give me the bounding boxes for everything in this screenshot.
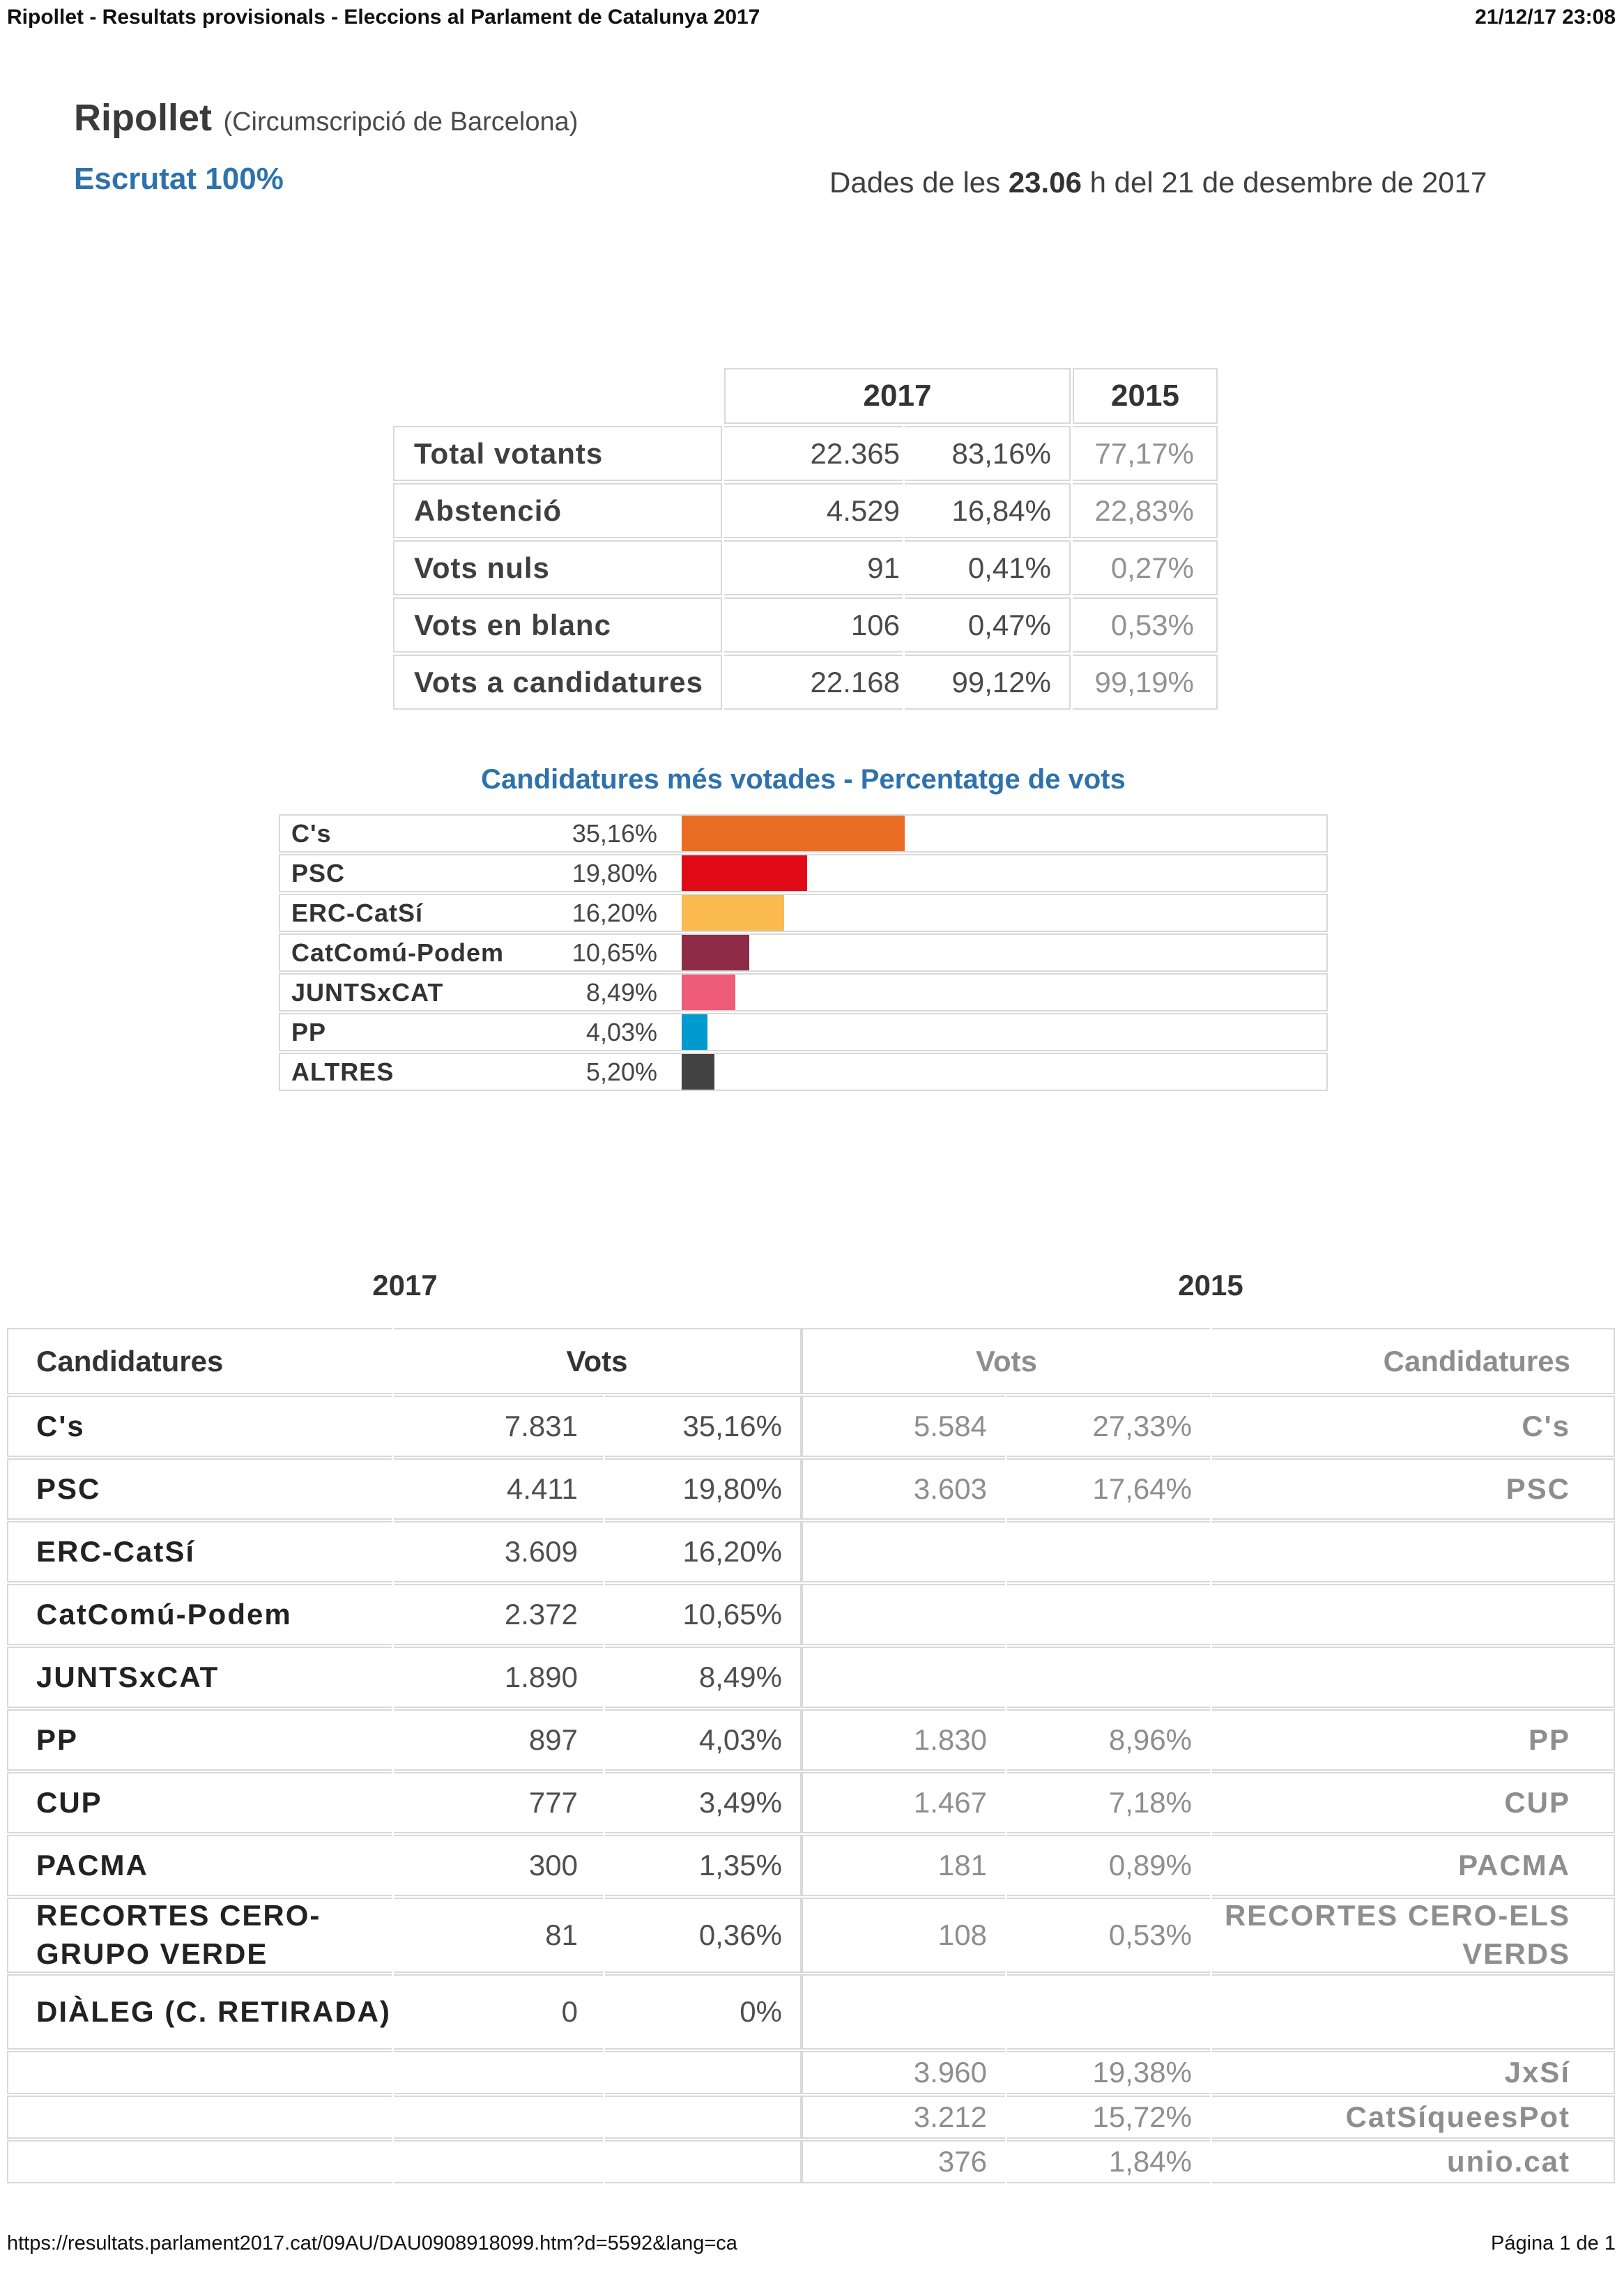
votes-2017: 0 bbox=[394, 1974, 603, 2050]
pct-2017 bbox=[605, 2096, 802, 2139]
summary-row bbox=[393, 426, 1224, 481]
pct-2015 bbox=[1007, 1584, 1210, 1645]
party-name-2015: unio.cat bbox=[1212, 2140, 1615, 2183]
municipality-name: Ripollet bbox=[74, 97, 212, 139]
summary-pct-2017: 83,16% bbox=[905, 426, 1071, 481]
results-year-2015: 2015 bbox=[1178, 1269, 1243, 1302]
party-name-2015: RECORTES CERO-ELS VERDS bbox=[1212, 1898, 1615, 1973]
votes-2015: 1.467 bbox=[802, 1772, 1005, 1833]
pct-2015 bbox=[1007, 1974, 1210, 2050]
chart-bar-track bbox=[682, 1014, 1326, 1050]
summary-header-2015: 2015 bbox=[1073, 368, 1218, 424]
results-year-2017: 2017 bbox=[372, 1269, 438, 1302]
votes-2015 bbox=[802, 1974, 1005, 2050]
pct-2015: 0,89% bbox=[1007, 1835, 1210, 1896]
header-vots-2015: Vots bbox=[802, 1328, 1210, 1394]
pct-2015: 17,64% bbox=[1007, 1458, 1210, 1520]
chart-party-label: PP bbox=[291, 1017, 327, 1046]
chart-row bbox=[279, 894, 1328, 932]
chart-pct-label: 4,03% bbox=[585, 1017, 657, 1046]
party-name-2015 bbox=[1212, 1521, 1615, 1582]
chart-party-label: ALTRES bbox=[291, 1057, 394, 1086]
summary-header-spacer bbox=[393, 368, 724, 424]
results-row bbox=[7, 1709, 1618, 1771]
results-row bbox=[7, 1396, 1618, 1457]
results-row bbox=[7, 2140, 1618, 2183]
party-name-2015 bbox=[1212, 1584, 1615, 1645]
data-suffix: h del 21 de desembre de 2017 bbox=[1089, 166, 1487, 199]
votes-2017: 300 bbox=[394, 1835, 603, 1896]
results-row bbox=[7, 1458, 1618, 1520]
party-name-2015: CUP bbox=[1212, 1772, 1615, 1833]
summary-row bbox=[393, 483, 1224, 538]
results-row bbox=[7, 2096, 1618, 2139]
chart-bar-track bbox=[682, 1054, 1326, 1090]
chart-bar bbox=[682, 1014, 707, 1050]
party-name-2015 bbox=[1212, 1647, 1615, 1708]
summary-header-2017: 2017 bbox=[724, 368, 1071, 424]
pct-2015: 7,18% bbox=[1007, 1772, 1210, 1833]
chart-title: Candidatures més votades - Percentatge de vots bbox=[481, 764, 1126, 795]
data-time: 23.06 bbox=[1008, 166, 1082, 199]
results-row bbox=[7, 1772, 1618, 1833]
party-name-2017: CatComú-Podem bbox=[7, 1584, 392, 1645]
votes-2017: 2.372 bbox=[394, 1584, 603, 1645]
party-name-2015: PP bbox=[1212, 1709, 1615, 1771]
pct-2017 bbox=[605, 2051, 802, 2094]
votes-2017: 897 bbox=[394, 1709, 603, 1771]
summary-pct-2017: 0,47% bbox=[905, 597, 1071, 653]
votes-2015: 3.212 bbox=[802, 2096, 1005, 2139]
chart-bar-track bbox=[682, 975, 1326, 1010]
summary-row-label: Vots a candidatures bbox=[393, 655, 722, 710]
party-name-2017: DIÀLEG (C. RETIRADA) bbox=[7, 1974, 392, 2050]
results-row bbox=[7, 1584, 1618, 1645]
chart-row bbox=[279, 814, 1328, 853]
summary-pct-2015: 99,19% bbox=[1073, 655, 1218, 710]
pct-2017: 3,49% bbox=[605, 1772, 802, 1833]
page-title bbox=[74, 96, 578, 139]
chart-pct-label: 8,49% bbox=[585, 977, 657, 1007]
pct-2017: 16,20% bbox=[605, 1521, 802, 1582]
party-name-2017: PSC bbox=[7, 1458, 392, 1520]
summary-votes-2017: 91 bbox=[724, 540, 903, 595]
chart-row bbox=[279, 933, 1328, 972]
pct-2017: 1,35% bbox=[605, 1835, 802, 1896]
votes-2015: 1.830 bbox=[802, 1709, 1005, 1771]
chart-bar bbox=[682, 935, 749, 970]
print-timestamp: 21/12/17 23:08 bbox=[1475, 6, 1616, 29]
summary-body bbox=[393, 426, 1224, 710]
summary-pct-2017: 99,12% bbox=[905, 655, 1071, 710]
party-name-2015 bbox=[1212, 1974, 1615, 2050]
results-row bbox=[7, 1521, 1618, 1582]
votes-2015: 3.960 bbox=[802, 2051, 1005, 2094]
party-name-2015: PACMA bbox=[1212, 1835, 1615, 1896]
summary-row bbox=[393, 655, 1224, 710]
chart-party-label: C's bbox=[291, 818, 332, 848]
chart-pct-label: 16,20% bbox=[572, 898, 657, 927]
party-name-2015: JxSí bbox=[1212, 2051, 1615, 2094]
party-name-2017: RECORTES CERO-GRUPO VERDE bbox=[7, 1898, 392, 1973]
chart-row bbox=[279, 1053, 1328, 1091]
chart-bar bbox=[682, 1054, 714, 1090]
votes-2017: 81 bbox=[394, 1898, 603, 1973]
chart-row bbox=[279, 854, 1328, 892]
results-row bbox=[7, 1835, 1618, 1896]
header-vots-2017: Vots bbox=[394, 1328, 802, 1394]
pct-2017: 19,80% bbox=[605, 1458, 802, 1520]
votes-2015: 3.603 bbox=[802, 1458, 1005, 1520]
party-name-2015: CatSíqueesPot bbox=[1212, 2096, 1615, 2139]
document-title: Ripollet - Resultats provisionals - Eleccions al Parlament de Catalunya 2017 bbox=[7, 6, 760, 29]
results-row bbox=[7, 2051, 1618, 2094]
pct-2017: 35,16% bbox=[605, 1396, 802, 1457]
pct-2015: 15,72% bbox=[1007, 2096, 1210, 2139]
chart-pct-label: 10,65% bbox=[572, 938, 657, 967]
pct-2015: 19,38% bbox=[1007, 2051, 1210, 2094]
summary-row bbox=[393, 540, 1224, 595]
votes-2015: 181 bbox=[802, 1835, 1005, 1896]
chart-bar-track bbox=[682, 895, 1326, 931]
chart-party-label: ERC-CatSí bbox=[291, 898, 424, 927]
chart-bar-track bbox=[682, 816, 1326, 851]
votes-2015 bbox=[802, 1521, 1005, 1582]
summary-pct-2017: 16,84% bbox=[905, 483, 1071, 538]
results-header-row bbox=[7, 1328, 1618, 1394]
votes-2017: 1.890 bbox=[394, 1647, 603, 1708]
summary-pct-2015: 0,27% bbox=[1073, 540, 1218, 595]
pct-2015: 27,33% bbox=[1007, 1396, 1210, 1457]
source-url: https://resultats.parlament2017.cat/09AU/DAU0908918099.htm?d=5592&lang=ca bbox=[7, 2232, 737, 2254]
party-name-2017: ERC-CatSí bbox=[7, 1521, 392, 1582]
chart-bar bbox=[682, 816, 905, 851]
summary-pct-2017: 0,41% bbox=[905, 540, 1071, 595]
pct-2015: 8,96% bbox=[1007, 1709, 1210, 1771]
pct-2017: 4,03% bbox=[605, 1709, 802, 1771]
results-row bbox=[7, 1647, 1618, 1708]
pct-2015: 0,53% bbox=[1007, 1898, 1210, 1973]
pct-2015 bbox=[1007, 1521, 1210, 1582]
data-timestamp-line bbox=[829, 166, 1487, 199]
party-name-2017: PP bbox=[7, 1709, 392, 1771]
party-name-2017: PACMA bbox=[7, 1835, 392, 1896]
votes-2015: 5.584 bbox=[802, 1396, 1005, 1457]
chart-pct-label: 5,20% bbox=[585, 1057, 657, 1086]
pct-2015: 1,84% bbox=[1007, 2140, 1210, 2183]
results-table bbox=[7, 1328, 1618, 2183]
summary-row-label: Abstenció bbox=[393, 483, 722, 538]
pct-2017: 0,36% bbox=[605, 1898, 802, 1973]
votes-2017: 3.609 bbox=[394, 1521, 603, 1582]
summary-pct-2015: 77,17% bbox=[1073, 426, 1218, 481]
page-indicator: Página 1 de 1 bbox=[1491, 2232, 1616, 2254]
summary-votes-2017: 106 bbox=[724, 597, 903, 653]
summary-header-row bbox=[393, 368, 1224, 424]
party-name-2015: PSC bbox=[1212, 1458, 1615, 1520]
votes-2015 bbox=[802, 1647, 1005, 1708]
summary-row-label: Vots nuls bbox=[393, 540, 722, 595]
votes-2017: 7.831 bbox=[394, 1396, 603, 1457]
party-name-2015: C's bbox=[1212, 1396, 1615, 1457]
chart-row bbox=[279, 1013, 1328, 1051]
print-footer bbox=[7, 2232, 1616, 2255]
chart-party-label: JUNTSxCAT bbox=[291, 977, 444, 1007]
district-label: (Circumscripció de Barcelona) bbox=[223, 107, 579, 137]
data-prefix: Dades de les bbox=[829, 166, 1001, 199]
summary-pct-2015: 0,53% bbox=[1073, 597, 1218, 653]
pct-2017: 10,65% bbox=[605, 1584, 802, 1645]
votes-2017 bbox=[394, 2140, 603, 2183]
summary-votes-2017: 22.365 bbox=[724, 426, 903, 481]
pct-2017: 0% bbox=[605, 1974, 802, 2050]
header-candidatures-2017: Candidatures bbox=[7, 1328, 392, 1394]
votes-2017 bbox=[394, 2096, 603, 2139]
votes-2017: 4.411 bbox=[394, 1458, 603, 1520]
summary-row-label: Total votants bbox=[393, 426, 722, 481]
chart-pct-label: 19,80% bbox=[572, 858, 657, 887]
scrutiny-status: Escrutat 100% bbox=[74, 162, 284, 196]
print-header bbox=[7, 6, 1616, 29]
votes-2015: 376 bbox=[802, 2140, 1005, 2183]
votes-2017 bbox=[394, 2051, 603, 2094]
party-name-2017 bbox=[7, 2096, 392, 2139]
summary-votes-2017: 22.168 bbox=[724, 655, 903, 710]
votes-2015 bbox=[802, 1584, 1005, 1645]
party-name-2017: CUP bbox=[7, 1772, 392, 1833]
party-name-2017: C's bbox=[7, 1396, 392, 1457]
header-candidatures-2015: Candidatures bbox=[1212, 1328, 1615, 1394]
chart-bar bbox=[682, 895, 784, 931]
summary-table bbox=[393, 368, 1224, 710]
summary-row-label: Vots en blanc bbox=[393, 597, 722, 653]
pct-2015 bbox=[1007, 1647, 1210, 1708]
chart-bar bbox=[682, 975, 735, 1010]
pct-2017: 8,49% bbox=[605, 1647, 802, 1708]
summary-row bbox=[393, 597, 1224, 653]
pct-2017 bbox=[605, 2140, 802, 2183]
summary-votes-2017: 4.529 bbox=[724, 483, 903, 538]
votes-2015: 108 bbox=[802, 1898, 1005, 1973]
chart-party-label: CatComú-Podem bbox=[291, 938, 505, 967]
party-name-2017 bbox=[7, 2140, 392, 2183]
results-body bbox=[7, 1396, 1618, 2183]
chart-row bbox=[279, 973, 1328, 1012]
chart-bar-track bbox=[682, 855, 1326, 891]
bar-chart bbox=[279, 814, 1328, 1092]
chart-bar bbox=[682, 855, 807, 891]
party-name-2017: JUNTSxCAT bbox=[7, 1647, 392, 1708]
chart-pct-label: 35,16% bbox=[572, 818, 657, 848]
party-name-2017 bbox=[7, 2051, 392, 2094]
results-row bbox=[7, 1898, 1618, 1973]
chart-party-label: PSC bbox=[291, 858, 346, 887]
summary-pct-2015: 22,83% bbox=[1073, 483, 1218, 538]
results-row bbox=[7, 1974, 1618, 2050]
votes-2017: 777 bbox=[394, 1772, 603, 1833]
chart-bar-track bbox=[682, 935, 1326, 970]
